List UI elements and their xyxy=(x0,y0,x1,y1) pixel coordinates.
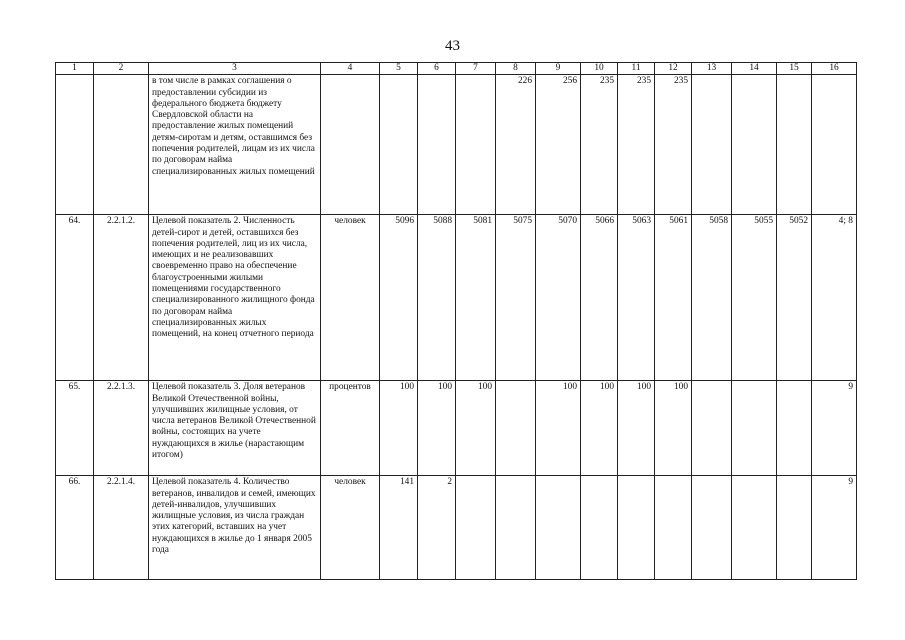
row-note: 9 xyxy=(812,381,857,476)
row-description: Целевой показатель 4. Количество ветеранов, инвалидов и семей, имеющих детей-инвалидов, улучшивших жилищные условия, из числа граждан этих категорий, вставших на учет нуждающихся в жилье до 1 января 2005 года xyxy=(149,476,321,580)
row-unit xyxy=(321,75,380,215)
value-cell xyxy=(496,476,536,580)
column-header: 1 xyxy=(56,63,94,75)
value-cell: 256 xyxy=(536,75,581,215)
row-code xyxy=(94,75,149,215)
value-cell: 5061 xyxy=(655,215,692,381)
column-header: 8 xyxy=(496,63,536,75)
row-description: Целевой показатель 3. Доля ветеранов Великой Отечественной войны, улучшивших жилищные условия, от числа ветеранов Великой Отечественной войны, состоящих на учете нуждающихся в жилье (нарастающим итогом) xyxy=(149,381,321,476)
header-row xyxy=(56,63,857,75)
value-cell: 235 xyxy=(618,75,655,215)
column-header: 16 xyxy=(812,63,857,75)
column-header: 4 xyxy=(321,63,380,75)
value-cell: 100 xyxy=(418,381,456,476)
value-cell xyxy=(732,381,777,476)
value-cell xyxy=(618,476,655,580)
indicators-table xyxy=(55,62,857,580)
row-description: Целевой показатель 2. Численность детей-сирот и детей, оставшихся без попечения родителей, лиц из их числа, имеющих и не реализовавших своевременно право на обеспечение благоустроенными жилыми помещениями государственного специализированного жилищного фонда по договорам найма специализированных жилых помещений, на конец отчетного периода xyxy=(149,215,321,381)
row-unit: процентов xyxy=(321,381,380,476)
value-cell xyxy=(692,75,732,215)
table-row xyxy=(56,75,857,215)
row-number xyxy=(56,75,94,215)
column-header: 13 xyxy=(692,63,732,75)
column-header: 5 xyxy=(380,63,418,75)
table-row xyxy=(56,381,857,476)
value-cell: 5066 xyxy=(581,215,618,381)
row-unit: человек xyxy=(321,215,380,381)
column-header: 15 xyxy=(777,63,812,75)
row-note: 9 xyxy=(812,476,857,580)
value-cell: 2 xyxy=(418,476,456,580)
table-row xyxy=(56,476,857,580)
value-cell xyxy=(692,381,732,476)
value-cell xyxy=(777,381,812,476)
column-header: 14 xyxy=(732,63,777,75)
value-cell xyxy=(380,75,418,215)
column-header: 12 xyxy=(655,63,692,75)
value-cell xyxy=(692,476,732,580)
column-header: 11 xyxy=(618,63,655,75)
row-number: 65. xyxy=(56,381,94,476)
value-cell: 5070 xyxy=(536,215,581,381)
row-note xyxy=(812,75,857,215)
value-cell: 235 xyxy=(655,75,692,215)
value-cell: 5088 xyxy=(418,215,456,381)
page-number: 43 xyxy=(445,38,460,54)
value-cell xyxy=(777,75,812,215)
value-cell: 5096 xyxy=(380,215,418,381)
value-cell xyxy=(732,476,777,580)
value-cell xyxy=(536,476,581,580)
row-code: 2.2.1.2. xyxy=(94,215,149,381)
value-cell: 5081 xyxy=(456,215,496,381)
row-number: 64. xyxy=(56,215,94,381)
value-cell: 5058 xyxy=(692,215,732,381)
column-header: 7 xyxy=(456,63,496,75)
value-cell xyxy=(418,75,456,215)
value-cell: 235 xyxy=(581,75,618,215)
row-unit: человек xyxy=(321,476,380,580)
value-cell xyxy=(777,476,812,580)
value-cell xyxy=(732,75,777,215)
table-row xyxy=(56,215,857,381)
row-description: в том числе в рамках соглашения о предоставлении субсидии из федерального бюджета бюджету Свердловской области на предоставление жилых помещений детям-сиротам и детям, оставшимся без попечения родителей, лицам из их числа по договорам найма специализированных жилых помещений xyxy=(149,75,321,215)
value-cell: 100 xyxy=(655,381,692,476)
row-note: 4; 8 xyxy=(812,215,857,381)
row-number: 66. xyxy=(56,476,94,580)
value-cell: 100 xyxy=(536,381,581,476)
column-header: 6 xyxy=(418,63,456,75)
value-cell xyxy=(456,75,496,215)
value-cell: 100 xyxy=(380,381,418,476)
value-cell: 100 xyxy=(456,381,496,476)
value-cell: 5063 xyxy=(618,215,655,381)
value-cell xyxy=(456,476,496,580)
column-header: 3 xyxy=(149,63,321,75)
column-header: 2 xyxy=(94,63,149,75)
value-cell xyxy=(581,476,618,580)
value-cell: 100 xyxy=(581,381,618,476)
column-header: 9 xyxy=(536,63,581,75)
value-cell: 141 xyxy=(380,476,418,580)
value-cell: 100 xyxy=(618,381,655,476)
value-cell: 5075 xyxy=(496,215,536,381)
row-code: 2.2.1.3. xyxy=(94,381,149,476)
value-cell: 226 xyxy=(496,75,536,215)
column-header: 10 xyxy=(581,63,618,75)
value-cell xyxy=(496,381,536,476)
row-code: 2.2.1.4. xyxy=(94,476,149,580)
value-cell xyxy=(655,476,692,580)
value-cell: 5055 xyxy=(732,215,777,381)
value-cell: 5052 xyxy=(777,215,812,381)
